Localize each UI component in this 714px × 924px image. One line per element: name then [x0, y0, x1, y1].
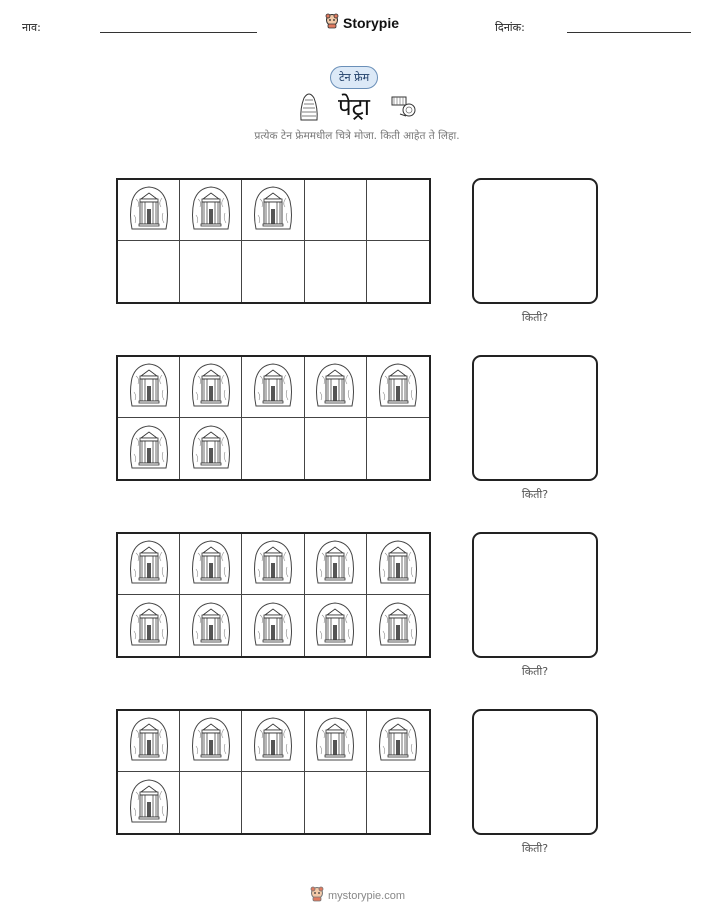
ten-frame-cell — [180, 180, 242, 241]
ten-frame-cell — [242, 180, 304, 241]
answer-box-4[interactable] — [472, 709, 598, 835]
ten-frame-cell — [118, 180, 180, 241]
topic-pill: टेन फ्रेम — [330, 66, 378, 89]
petra-treasury-icon — [128, 539, 170, 589]
answer-box-3[interactable] — [472, 532, 598, 658]
ten-frame-cell — [180, 357, 242, 418]
how-many-label-3: किती? — [521, 665, 549, 678]
ten-frame-3 — [116, 532, 431, 658]
petra-treasury-icon — [314, 362, 356, 412]
ten-frame-cell — [180, 241, 242, 302]
petra-treasury-icon — [377, 716, 419, 766]
ten-frame-4 — [116, 709, 431, 835]
ten-frame-cell — [180, 711, 242, 772]
storypie-mascot-icon — [325, 13, 339, 32]
ten-frame-cell — [242, 772, 304, 833]
petra-treasury-icon — [128, 716, 170, 766]
page-title: पेट्रा — [338, 93, 370, 121]
name-line[interactable] — [100, 32, 257, 33]
petra-treasury-icon — [252, 601, 294, 651]
petra-treasury-icon — [252, 185, 294, 235]
petra-treasury-icon — [252, 716, 294, 766]
how-many-label-2: किती? — [521, 488, 549, 501]
ten-frame-cell — [367, 534, 429, 595]
petra-treasury-icon — [190, 185, 232, 235]
date-line[interactable] — [567, 32, 691, 33]
ten-frame-cell — [305, 595, 367, 656]
how-many-label-4: किती? — [521, 842, 549, 855]
name-label: नाव: — [22, 21, 41, 34]
how-many-label-1: किती? — [521, 311, 549, 324]
ten-frame-cell — [305, 357, 367, 418]
instructions: प्रत्येक टेन फ्रेममधील चित्रे मोजा. किती आहेत ते लिहा. — [254, 130, 460, 142]
petra-treasury-icon — [314, 601, 356, 651]
ten-frame-cell — [305, 241, 367, 302]
ten-frame-cell — [118, 772, 180, 833]
petra-treasury-icon — [377, 539, 419, 589]
ten-frame-cell — [367, 180, 429, 241]
ten-frame-cell — [180, 772, 242, 833]
petra-treasury-icon — [190, 716, 232, 766]
petra-treasury-icon — [190, 424, 232, 474]
ten-frame-cell — [305, 418, 367, 479]
footer — [310, 886, 405, 905]
petra-treasury-icon — [377, 601, 419, 651]
ten-frame-cell — [305, 180, 367, 241]
ten-frame-cell — [118, 241, 180, 302]
answer-box-2[interactable] — [472, 355, 598, 481]
ten-frame-2 — [116, 355, 431, 481]
ten-frame-cell — [305, 711, 367, 772]
ten-frame-cell — [367, 772, 429, 833]
footer-url: mystorypie.com — [328, 889, 406, 902]
petra-treasury-icon — [314, 539, 356, 589]
stone-beehive-icon — [298, 90, 320, 126]
ten-frame-cell — [118, 357, 180, 418]
storypie-mascot-icon — [310, 886, 324, 905]
ten-frame-cell — [118, 711, 180, 772]
ten-frame-cell — [242, 534, 304, 595]
ten-frame-cell — [242, 241, 304, 302]
petra-treasury-icon — [128, 362, 170, 412]
ten-frame-cell — [118, 534, 180, 595]
petra-treasury-icon — [190, 601, 232, 651]
petra-treasury-icon — [190, 539, 232, 589]
ten-frame-cell — [367, 711, 429, 772]
petra-treasury-icon — [314, 716, 356, 766]
petra-treasury-icon — [128, 185, 170, 235]
ten-frame-cell — [367, 357, 429, 418]
petra-treasury-icon — [252, 539, 294, 589]
brand-name: Storypie — [343, 14, 400, 31]
ten-frame-cell — [242, 418, 304, 479]
ten-frame-1 — [116, 178, 431, 304]
petra-treasury-icon — [190, 362, 232, 412]
ten-frame-cell — [242, 711, 304, 772]
ten-frame-cell — [305, 772, 367, 833]
answer-box-1[interactable] — [472, 178, 598, 304]
brand-logo — [325, 13, 399, 32]
ten-frame-cell — [305, 534, 367, 595]
petra-treasury-icon — [377, 362, 419, 412]
ten-frame-cell — [242, 595, 304, 656]
ten-frame-cell — [367, 595, 429, 656]
petra-treasury-icon — [252, 362, 294, 412]
ten-frame-cell — [118, 418, 180, 479]
ten-frame-cell — [242, 357, 304, 418]
fallen-column-icon — [390, 94, 418, 122]
petra-treasury-icon — [128, 424, 170, 474]
petra-treasury-icon — [128, 778, 170, 828]
date-label: दिनांक: — [495, 21, 525, 34]
ten-frame-cell — [180, 418, 242, 479]
ten-frame-cell — [367, 241, 429, 302]
ten-frame-cell — [180, 534, 242, 595]
ten-frame-cell — [367, 418, 429, 479]
ten-frame-cell — [118, 595, 180, 656]
petra-treasury-icon — [128, 601, 170, 651]
ten-frame-cell — [180, 595, 242, 656]
